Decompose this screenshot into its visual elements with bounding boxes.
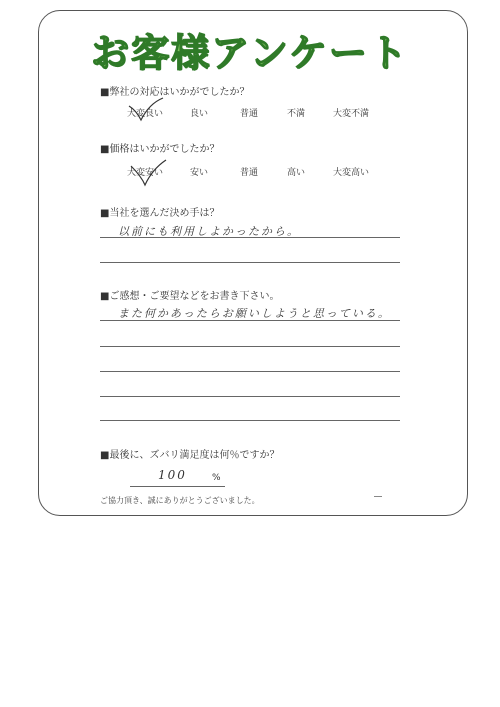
answer-line xyxy=(100,396,400,397)
question-reason: ■当社を選んだ決め手は？ xyxy=(100,208,220,219)
service-option-3: 普通 xyxy=(240,109,259,119)
survey-title: お客様アンケート xyxy=(91,31,409,75)
comments-answer: また何かあったらお願いしようと思っている。 xyxy=(118,307,391,320)
service-option-1: 大変良い xyxy=(127,109,164,119)
question-satisfaction: ■最後に、ズバリ満足度は何％ですか？ xyxy=(100,450,280,461)
question-comments: ■ご感想・ご要望などをお書き下さい。 xyxy=(100,291,280,302)
question-price: ■価格はいかがでしたか？ xyxy=(100,144,220,155)
footer-thanks: ご協力頂き、誠にありがとうございました。 xyxy=(100,496,260,505)
service-option-4: 不満 xyxy=(287,109,306,119)
answer-line xyxy=(100,237,400,238)
service-option-5: 大変不満 xyxy=(333,109,370,119)
answer-line xyxy=(100,262,400,263)
check-mark-icon xyxy=(126,96,166,124)
satisfaction-answer: 100 xyxy=(158,468,187,482)
reason-answer: 以前にも利用しよかったから。 xyxy=(118,225,300,238)
answer-line xyxy=(100,320,400,321)
price-option-2: 安い xyxy=(190,168,209,178)
answer-line xyxy=(100,346,400,347)
price-option-5: 大変高い xyxy=(333,168,370,178)
answer-line xyxy=(100,420,400,421)
answer-line xyxy=(130,486,225,487)
divider xyxy=(374,496,382,497)
check-mark-icon xyxy=(128,158,168,188)
price-option-3: 普通 xyxy=(240,168,259,178)
price-option-1: 大変安い xyxy=(127,168,164,178)
question-service: ■弊社の対応はいかがでしたか？ xyxy=(100,87,250,98)
price-option-4: 高い xyxy=(287,168,306,178)
answer-line xyxy=(100,371,400,372)
service-option-2: 良い xyxy=(190,109,209,119)
percent-unit: % xyxy=(212,473,221,483)
